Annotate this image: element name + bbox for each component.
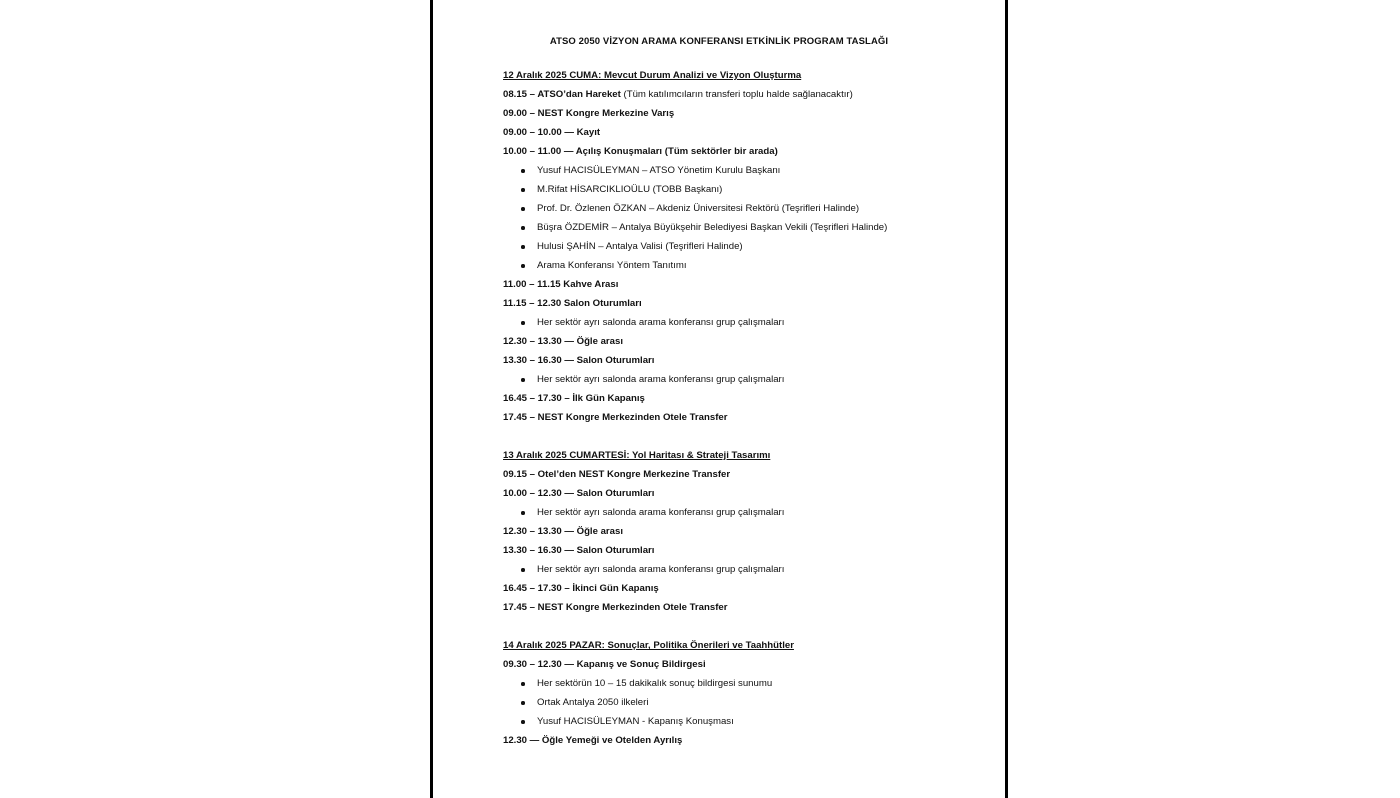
- item-text: Her sektör ayrı salonda arama konferansı grup çalışmaları: [537, 374, 785, 385]
- bullet-icon: [521, 264, 525, 268]
- day-heading: 14 Aralık 2025 PAZAR: Sonuçlar, Politika Önerileri ve Taahhütler: [503, 640, 794, 651]
- bullet-item: [503, 712, 983, 731]
- document-page: [430, 0, 1008, 798]
- bullet-icon: [521, 720, 525, 724]
- item-text: Her sektörün 10 – 15 dakikalık sonuç bildirgesi sunumu: [537, 678, 773, 689]
- schedule-item: [503, 275, 983, 294]
- schedule-item-time-title: 09.00 – NEST Kongre Merkezine Varış: [503, 108, 675, 119]
- bullet-icon: [521, 188, 525, 192]
- bullet-icon: [521, 169, 525, 173]
- schedule-item-time-title: 11.15 – 12.30 Salon Oturumları: [503, 298, 642, 309]
- schedule-item: [503, 104, 983, 123]
- day-heading: 13 Aralık 2025 CUMARTESİ: Yol Haritası & Strateji Tasarımı: [503, 450, 771, 461]
- bullet-item: [503, 180, 983, 199]
- bullet-item: [503, 218, 983, 237]
- schedule-item-time-title: 12.30 – 13.30 — Öğle arası: [503, 336, 624, 347]
- item-text: M.Rifat HİSARCIKLIOÜLU (TOBB Başkanı): [537, 184, 723, 195]
- item-text: Prof. Dr. Özlenen ÖZKAN – Akdeniz Üniversitesi Rektörü (Teşrifleri Halinde): [537, 203, 860, 214]
- bullet-icon: [521, 378, 525, 382]
- schedule-item: [503, 408, 983, 427]
- schedule-item-time-title: 13.30 – 16.30 — Salon Oturumları: [503, 355, 655, 366]
- schedule-item-time-title: 13.30 – 16.30 — Salon Oturumları: [503, 545, 655, 556]
- schedule-item: [503, 522, 983, 541]
- bullet-item: [503, 199, 983, 218]
- bullet-icon: [521, 321, 525, 325]
- item-text: Her sektör ayrı salonda arama konferansı grup çalışmaları: [537, 564, 785, 575]
- schedule-item: [503, 541, 983, 560]
- bullet-icon: [521, 568, 525, 572]
- day-heading: 12 Aralık 2025 CUMA: Mevcut Durum Analizi ve Vizyon Oluşturma: [503, 70, 802, 81]
- section-spacer: [503, 617, 983, 636]
- item-text: (Tüm katılımcıların transferi toplu halde sağlanacaktır): [620, 89, 853, 100]
- bullet-icon: [521, 207, 525, 211]
- bullet-icon: [521, 245, 525, 249]
- schedule-item-time-title: 10.00 – 12.30 — Salon Oturumları: [503, 488, 655, 499]
- schedule-item-time-title: 11.00 – 11.15 Kahve Arası: [503, 279, 619, 290]
- bullet-icon: [521, 226, 525, 230]
- schedule-item-time-title: 09.15 – Otel’den NEST Kongre Merkezine Transfer: [503, 469, 731, 480]
- program-content: [503, 66, 983, 750]
- bullet-item: [503, 313, 983, 332]
- schedule-item-time-title: 09.00 – 10.00 — Kayıt: [503, 127, 601, 138]
- schedule-item-time-title: 17.45 – NEST Kongre Merkezinden Otele Transfer: [503, 602, 728, 613]
- schedule-item-time-title: 16.45 – 17.30 – İkinci Gün Kapanış: [503, 583, 659, 594]
- section-spacer: [503, 427, 983, 446]
- schedule-item: [503, 351, 983, 370]
- bullet-icon: [521, 682, 525, 686]
- bullet-item: [503, 693, 983, 712]
- bullet-icon: [521, 511, 525, 515]
- schedule-item: [503, 123, 983, 142]
- item-text: Her sektör ayrı salonda arama konferansı grup çalışmaları: [537, 507, 785, 518]
- schedule-item: [503, 85, 983, 104]
- schedule-item-time-title: 17.45 – NEST Kongre Merkezinden Otele Transfer: [503, 412, 728, 423]
- schedule-item-time-title: 16.45 – 17.30 – İlk Gün Kapanış: [503, 393, 645, 404]
- item-text: Hulusi ŞAHİN – Antalya Valisi (Teşrifleri Halinde): [537, 241, 743, 252]
- item-text: Yusuf HACISÜLEYMAN – ATSO Yönetim Kurulu Başkanı: [537, 165, 781, 176]
- item-text: Büşra ÖZDEMİR – Antalya Büyükşehir Belediyesi Başkan Vekili (Teşrifleri Halinde): [537, 222, 888, 233]
- bullet-item: [503, 560, 983, 579]
- schedule-item-time-title: 12.30 — Öğle Yemeği ve Otelden Ayrılış: [503, 735, 683, 746]
- item-text: Her sektör ayrı salonda arama konferansı grup çalışmaları: [537, 317, 785, 328]
- schedule-item: [503, 484, 983, 503]
- schedule-item: [503, 598, 983, 617]
- schedule-item: [503, 142, 983, 161]
- schedule-item: [503, 655, 983, 674]
- bullet-item: [503, 503, 983, 522]
- schedule-item: [503, 731, 983, 750]
- schedule-item: [503, 294, 983, 313]
- schedule-item: [503, 332, 983, 351]
- bullet-item: [503, 256, 983, 275]
- item-text: Ortak Antalya 2050 ilkeleri: [537, 697, 649, 708]
- item-text: Yusuf HACISÜLEYMAN - Kapanış Konuşması: [537, 716, 734, 727]
- schedule-item: [503, 579, 983, 598]
- schedule-item-time-title: 10.00 – 11.00 — Açılış Konuşmaları (Tüm sektörler bir arada): [503, 146, 778, 157]
- schedule-item-time-title: 08.15 – ATSO’dan Hareket: [503, 89, 621, 100]
- bullet-item: [503, 674, 983, 693]
- schedule-item-time-title: 12.30 – 13.30 — Öğle arası: [503, 526, 624, 537]
- schedule-item-time-title: 09.30 – 12.30 — Kapanış ve Sonuç Bildirgesi: [503, 659, 706, 670]
- bullet-icon: [521, 701, 525, 705]
- bullet-item: [503, 370, 983, 389]
- document-title: ATSO 2050 VİZYON ARAMA KONFERANSI ETKİNLİK PROGRAM TASLAĞI: [549, 36, 889, 47]
- bullet-item: [503, 237, 983, 256]
- schedule-item: [503, 465, 983, 484]
- item-text: Arama Konferansı Yöntem Tanıtımı: [537, 260, 687, 271]
- schedule-item: [503, 389, 983, 408]
- bullet-item: [503, 161, 983, 180]
